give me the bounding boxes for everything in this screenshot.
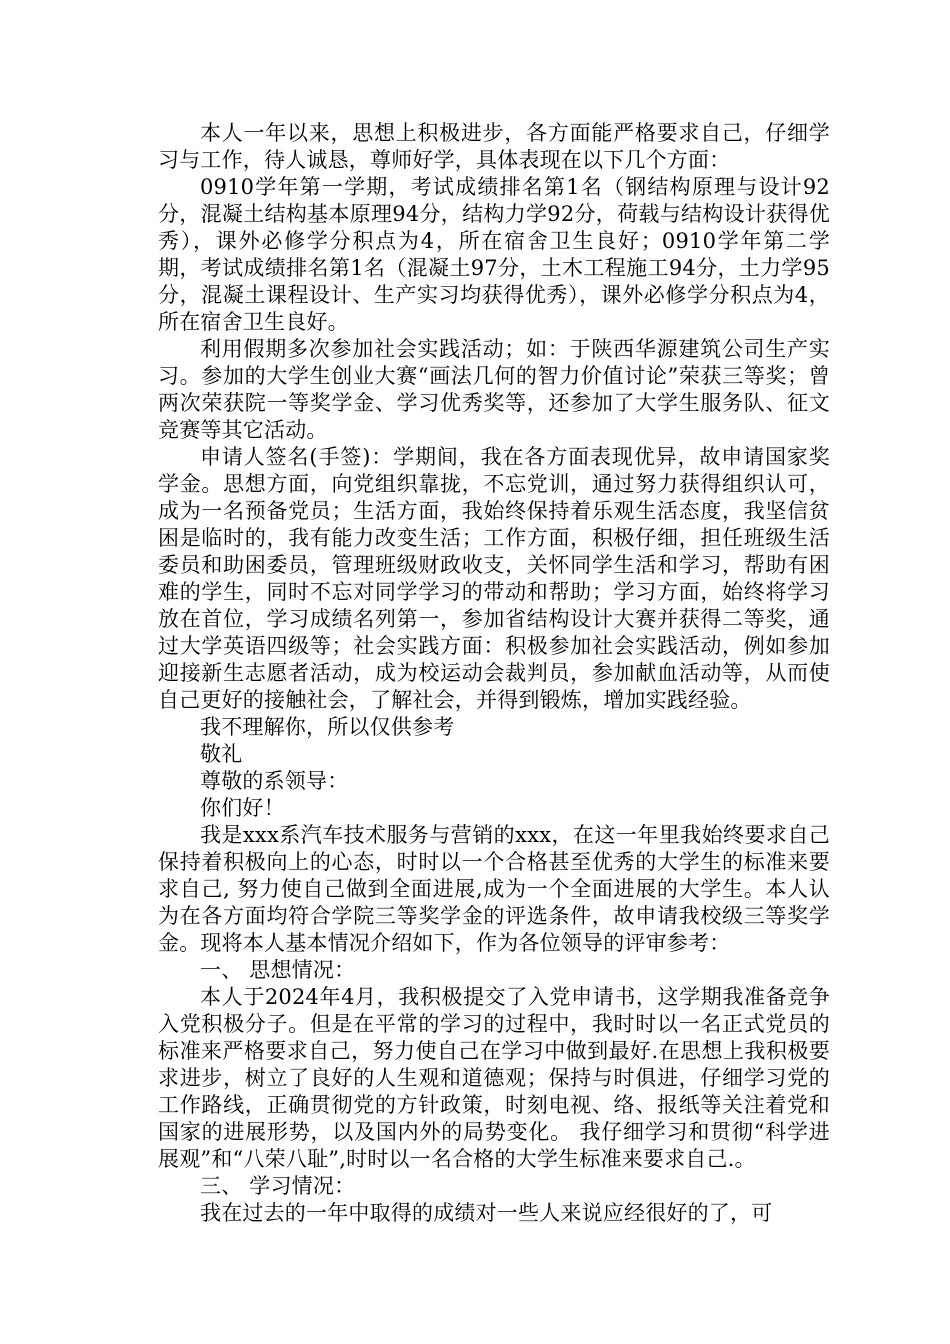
- paragraph-greeting-leaders: 尊敬的系领导：: [200, 769, 349, 793]
- section-heading-thought: 一、 思想情况：: [200, 958, 356, 982]
- document-body: [158, 120, 830, 1227]
- paragraph-reference-note: 我不理解你，所以仅供参考: [200, 715, 455, 739]
- section-heading-study: 三、 学习情况：: [200, 1174, 356, 1198]
- paragraph-self-summary: 本人一年以来，思想上积极进步，各方面能严格要求自己，仔细学习与工作，待人诚恳，尊师好学，具体表现在以下几个方面：: [158, 121, 830, 172]
- paragraph-introduction: 我是xxx系汽车技术服务与营销的xxx，在这一年里我始终要求自己保持着积极向上的心态，时时以一个合格甚至优秀的大学生的标准来要求自己, 努力使自己做到全面进展,成为一个全面进展的大学生。本人认为在各方面均符合学院三等奖学金的评选条件，故申请我校级三等奖学金。现将本人基本情况介绍如下，作为各位领导的评审参考：: [158, 823, 830, 955]
- paragraph-social-practice: 利用假期多次参加社会实践活动；如：于陕西华源建筑公司生产实习。参加的大学生创业大赛“画法几何的智力价值讨论”荣获三等奖；曾两次荣获院一等奖学金、学习优秀奖等，还参加了大学生服务队、征文竞赛等其它活动。: [158, 337, 830, 442]
- paragraph-hello: 你们好！: [200, 796, 285, 820]
- paragraph-thought: 本人于2024年4月，我积极提交了入党申请书，这学期我准备竞争入党积极分子。但是在平常的学习的过程中，我时时以一名正式党员的标准来严格要求自己，努力使自己在学习中做到最好.在思想上我积极要求进步，树立了良好的人生观和道德观；保持与时俱进，仔细学习党的工作路线，正确贯彻党的方针政策，时刻电视、络、报纸等关注着党和国家的进展形势，以及国内外的局势变化。 我仔细学习和贯彻“科学进展观”和“八荣八耻”,时时以一名合格的大学生标准来要求自己.。: [158, 985, 830, 1171]
- paragraph-study: 我在过去的一年中取得的成绩对一些人来说应经很好的了，可: [200, 1201, 773, 1225]
- paragraph-application: 申请人签名(手签)：学期间，我在各方面表现优异，故申请国家奖学金。思想方面，向党组织靠拢，不忘党训，通过努力获得组织认可，成为一名预备党员；生活方面，我始终保持着乐观生活态度，我坚信贫困是临时的，我有能力改变生活；工作方面，积极仔细，担任班级生活委员和助困委员，管理班级财政收支，关怀同学生活和学习，帮助有困难的学生，同时不忘对同学学习的带动和帮助；学习方面，始终将学习放在首位，学习成绩名列第一，参加省结构设计大赛并获得二等奖，通过大学英语四级等；社会实践方面：积极参加社会实践活动，例如参加迎接新生志愿者活动，成为校运动会裁判员，参加献血活动等，从而使自己更好的接触社会，了解社会，并得到锻炼，增加实践经验。: [158, 445, 830, 712]
- paragraph-grades: 0910学年第一学期，考试成绩排名第1名（钢结构原理与设计92分，混凝土结构基本原理94分，结构力学92分，荷载与结构设计获得优秀），课外必修学分积点为4，所在宿舍卫生良好；0910学年第二学期，考试成绩排名第1名（混凝土97分，土木工程施工94分，土力学95分，混凝土课程设计、生产实习均获得优秀），课外必修学分积点为4，所在宿舍卫生良好。: [158, 175, 830, 334]
- paragraph-salute: 敬礼: [200, 742, 243, 766]
